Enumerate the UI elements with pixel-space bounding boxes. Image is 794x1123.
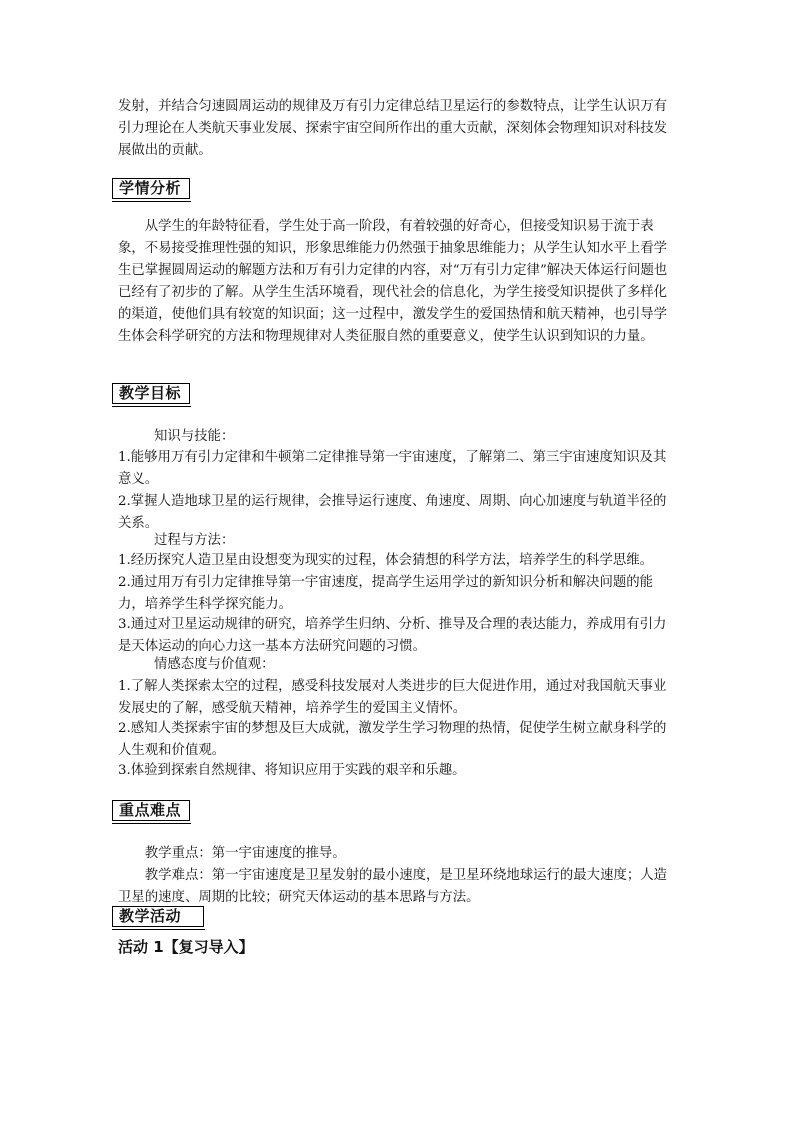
key-focus-text: 教学重点：第一宇宙速度的推导。 xyxy=(144,846,346,861)
intro-paragraph: 发射，并结合匀速圆周运动的规律及万有引力定律总结卫星运行的参数特点，让学生认识万有引力理论在人类航天事业发展、探索宇宙空间所作出的重大贡献，深刻体会物理知识对科技发展做出的贡献。 xyxy=(118,99,668,158)
process-item-2: 2.通过用万有引力定律推导第一宇宙速度，提高学生运用学过的新知识分析和解决问题的能力，培养学生科学探究能力。 xyxy=(118,575,654,612)
knowledge-item-1: 1.能够用万有引力定律和牛顿第二定律推导第一宇宙速度，了解第二、第三宇宙速度知识及其意义。 xyxy=(118,450,667,487)
emotion-item-3: 3.体验到探索自然规律、将知识应用于实践的艰辛和乐趣。 xyxy=(118,763,466,778)
process-item-1: 1.经历探究人造卫星由设想变为现实的过程，体会猜想的科学方法，培养学生的科学思维。 xyxy=(118,553,654,568)
emotion-label: 情感态度与价值观： xyxy=(154,657,275,672)
process-item-3: 3.通过对卫星运动规律的研究，培养学生归纳、分析、推导及合理的表达能力，养成用有引力是天体运动的向心力这一基本方法研究问题的习惯。 xyxy=(118,617,667,654)
knowledge-label: 知识与技能： xyxy=(154,429,235,444)
knowledge-item-2: 2.掌握人造地球卫星的运行规律，会推导运行速度、角速度、周期、向心加速度与轨道半径的关系。 xyxy=(118,494,667,531)
emotion-item-1: 1.了解人类探索太空的过程，感受科技发展对人类进步的巨大促进作用，通过对我国航天事业发展史的了解，感受航天精神，培养学生的爱国主义情怀。 xyxy=(118,679,667,716)
activity-1-title: 活动 1【复习导入】 xyxy=(118,938,254,956)
section-heading-goals: 教学目标 xyxy=(112,383,190,404)
analysis-paragraph: 从学生的年龄特征看，学生处于高一阶段，有着较强的好奇心，但接受知识易于流于表象，不易接受推理性强的知识，形象思维能力仍然强于抽象思维能力；从学生认知水平上看学生已掌握圆周运动的解题方法和万有引力定律的内容，对“万有引力定律”解决天体运行问题也已经有了初步的了解。从学生生活环境看，现代社会的信息化，为学生接受知识提供了多样化的渠道，使他们具有较宽的知识面；这一过程中，激发学生的爱国热情和航天精神，也引导学生体会科学研究的方法和物理规律对人类征服自然的重要意义，使学生认识到知识的力量。 xyxy=(118,219,668,344)
key-difficulty-text: 教学难点：第一宇宙速度是卫星发射的最小速度，是卫星环绕地球运行的最大速度；人造卫星的速度、周期的比较；研究天体运动的基本思路与方法。 xyxy=(118,868,668,905)
process-label: 过程与方法： xyxy=(154,533,235,548)
section-heading-analysis: 学情分析 xyxy=(112,178,190,199)
section-heading-activities: 教学活动 xyxy=(112,906,204,927)
section-heading-keypoints: 重点难点 xyxy=(112,800,190,821)
emotion-item-2: 2.感知人类探索宇宙的梦想及巨大成就，激发学生学习物理的热情，促使学生树立献身科学的人生观和价值观。 xyxy=(118,721,667,758)
